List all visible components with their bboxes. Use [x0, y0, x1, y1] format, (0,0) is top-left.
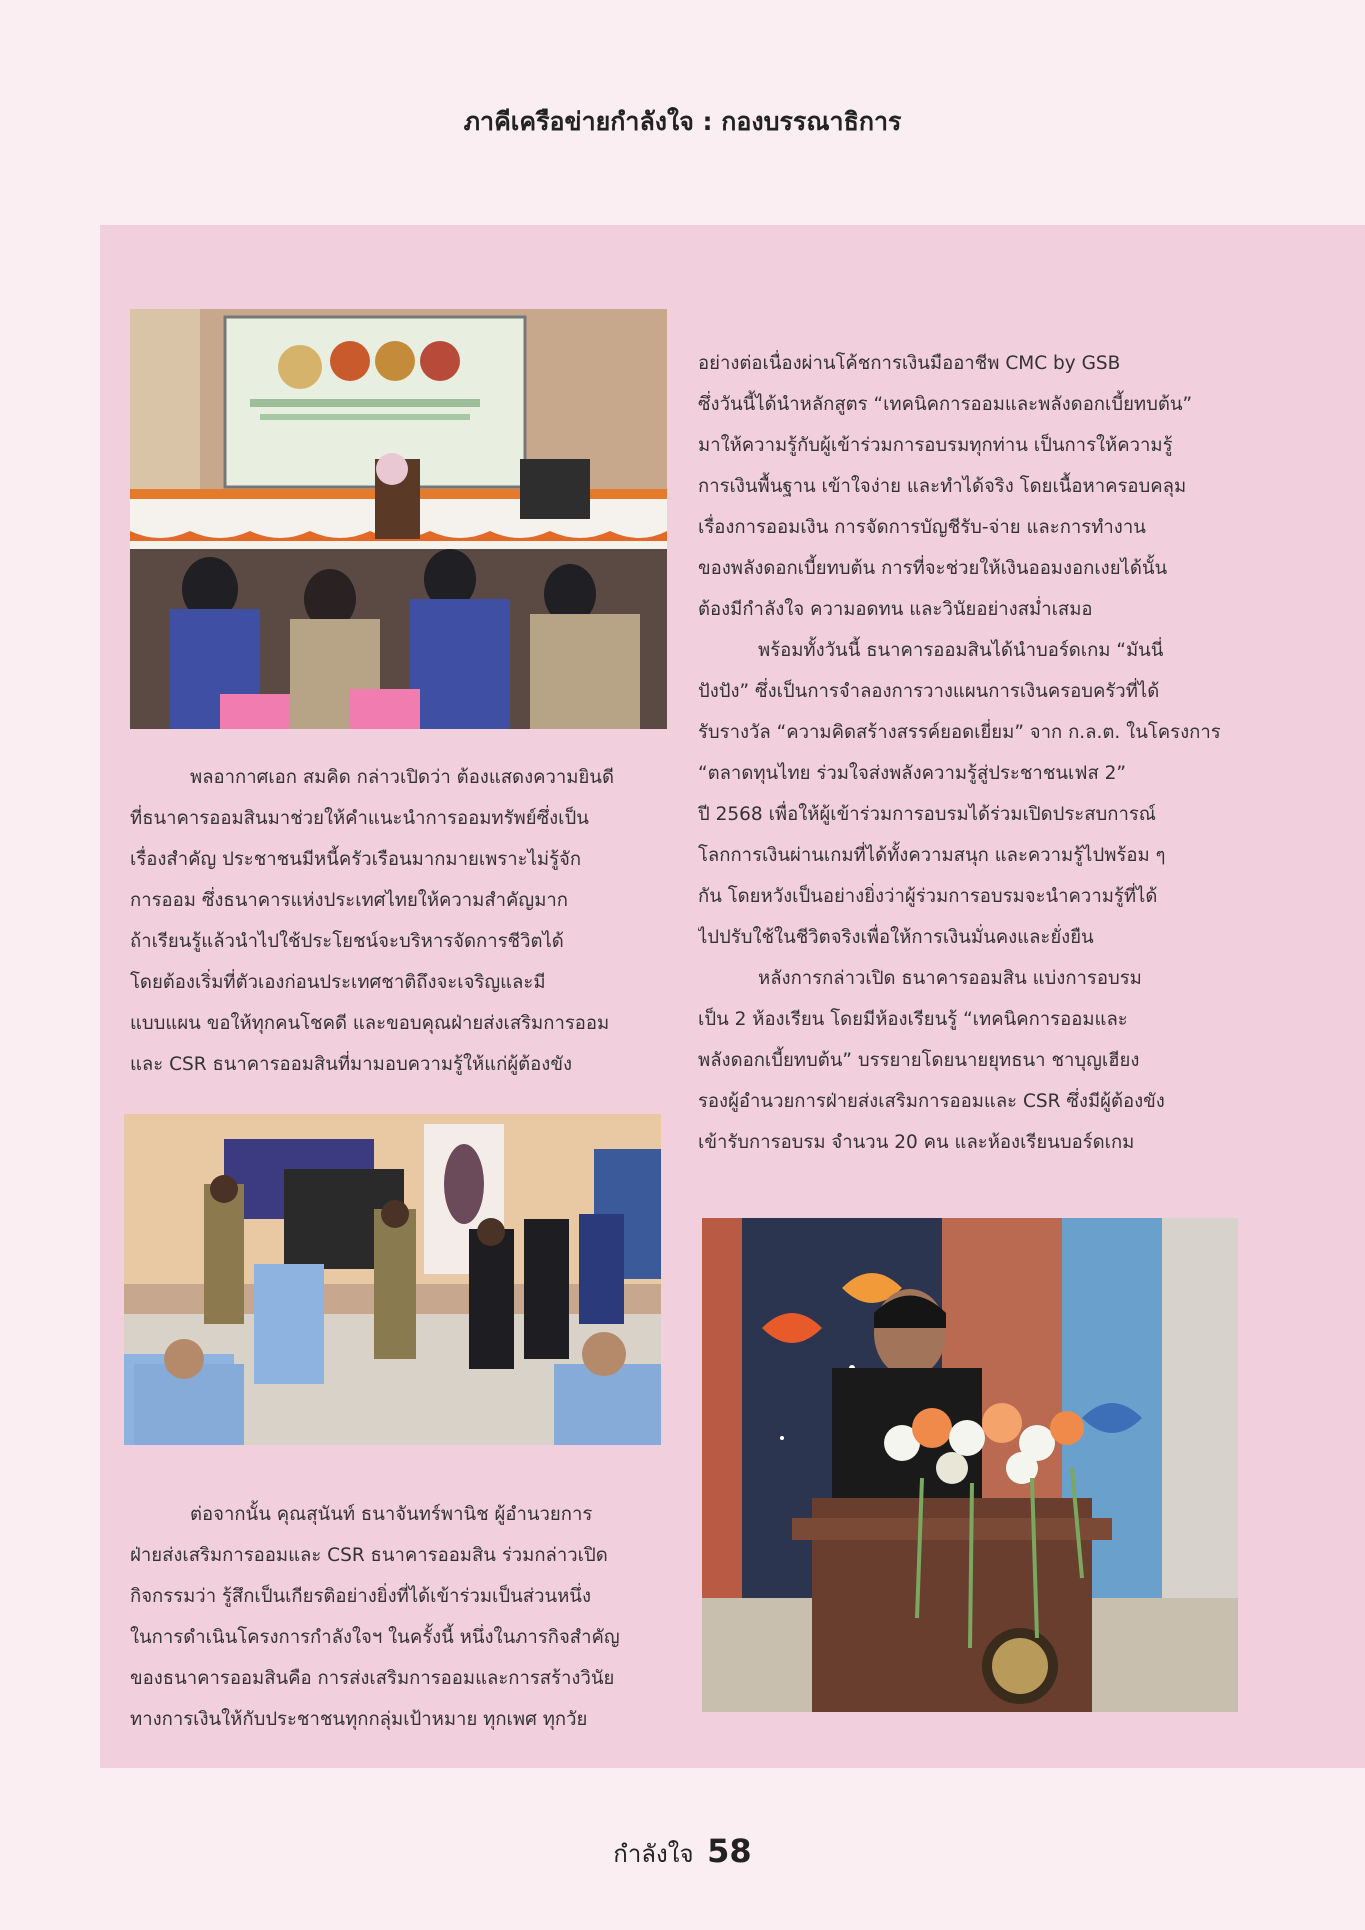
text-line: อย่างต่อเนื่องผ่านโค้ชการเงินมืออาชีพ CMC by GSB: [698, 353, 1121, 374]
text-line: ฝ่ายส่งเสริมการออมและ CSR ธนาคารออมสิน ร่วมกล่าวเปิด: [130, 1545, 608, 1566]
text-line: ต่อจากนั้น คุณสุนันท์ ธนาจันทร์พานิช ผู้อำนวยการ: [190, 1504, 593, 1525]
article-text-left-middle: [130, 757, 667, 1085]
text-line: ซึ่งวันนี้ได้นำหลักสูตร “เทคนิคการออมและพลังดอกเบี้ยทบต้น”: [698, 394, 1193, 415]
text-line: ปี 2568 เพื่อให้ผู้เข้าร่วมการอบรมได้ร่วมเปิดประสบการณ์: [698, 804, 1156, 825]
text-line: เรื่องสำคัญ ประชาชนมีหนี้ครัวเรือนมากมายเพราะไม่รู้จัก: [130, 849, 582, 870]
text-line: พลังดอกเบี้ยทบต้น” บรรยายโดยนายยุทธนา ชาบุญเฮียง: [698, 1050, 1140, 1071]
text-line: รับรางวัล “ความคิดสร้างสรรค์ยอดเยี่ยม” จาก ก.ล.ต. ในโครงการ: [698, 722, 1221, 743]
text-line: ต้องมีกำลังใจ ความอดทน และวินัยอย่างสม่ำเสมอ: [698, 599, 1093, 620]
photo-speaker-podium: [702, 1218, 1238, 1712]
text-line: กิจกรรมว่า รู้สึกเป็นเกียรติอย่างยิ่งที่ได้เข้าร่วมเป็นส่วนหนึ่ง: [130, 1586, 591, 1607]
text-line: โลกการเงินผ่านเกมที่ได้ทั้งความสนุก และความรู้ไปพร้อม ๆ: [698, 845, 1166, 866]
text-line: การออม ซึ่งธนาคารแห่งประเทศไทยให้ความสำคัญมาก: [130, 890, 568, 911]
article-text-right-column: [698, 343, 1235, 1163]
text-line: ไปปรับใช้ในชีวิตจริงเพื่อให้การเงินมั่นคงและยั่งยืน: [698, 927, 1094, 948]
text-line: และ CSR ธนาคารออมสินที่มามอบความรู้ให้แก่ผู้ต้องขัง: [130, 1054, 572, 1075]
text-line: เป็น 2 ห้องเรียน โดยมีห้องเรียนรู้ “เทคนิคการออมและ: [698, 1009, 1128, 1030]
text-line: ถ้าเรียนรู้แล้วนำไปใช้ประโยชน์จะบริหารจัดการชีวิตได้: [130, 931, 564, 952]
text-line: กัน โดยหวังเป็นอย่างยิ่งว่าผู้ร่วมการอบรมจะนำความรู้ที่ได้: [698, 886, 1158, 907]
text-line: แบบแผน ขอให้ทุกคนโชคดี และขอบคุณฝ่ายส่งเสริมการออม: [130, 1013, 610, 1034]
page-header: ภาคีเครือข่ายกำลังใจ : กองบรรณาธิการ: [463, 107, 902, 136]
text-line: ปังปัง” ซึ่งเป็นการจำลองการวางแผนการเงินครอบครัวที่ได้: [698, 681, 1160, 702]
footer-label: กำลังใจ: [613, 1840, 694, 1868]
text-line: รองผู้อำนวยการฝ่ายส่งเสริมการออมและ CSR ซึ่งมีผู้ต้องขัง: [698, 1091, 1165, 1112]
text-line: หลังการกล่าวเปิด ธนาคารออมสิน แบ่งการอบรม: [758, 968, 1142, 989]
text-line: ของธนาคารออมสินคือ การส่งเสริมการออมและการสร้างวินัย: [130, 1668, 615, 1689]
text-line: พร้อมทั้งวันนี้ ธนาคารออมสินได้นำบอร์ดเกม “มันนี่: [758, 640, 1164, 661]
text-line: พลอากาศเอก สมคิด กล่าวเปิดว่า ต้องแสดงความยินดี: [190, 767, 614, 788]
text-line: โดยต้องเริ่มที่ตัวเองก่อนประเทศชาติถึงจะเจริญและมี: [130, 972, 546, 993]
text-line: มาให้ความรู้กับผู้เข้าร่วมการอบรมทุกท่าน เป็นการให้ความรู้: [698, 435, 1173, 456]
photo-classroom-officials: [124, 1114, 661, 1445]
article-text-left-bottom: [130, 1494, 667, 1740]
text-line: เรื่องการออมเงิน การจัดการบัญชีรับ-จ่าย และการทำงาน: [698, 517, 1146, 538]
page-footer: [0, 1832, 1365, 1873]
text-line: การเงินพื้นฐาน เข้าใจง่าย และทำได้จริง โดยเนื้อหาครอบคลุม: [698, 476, 1187, 497]
text-line: “ตลาดทุนไทย ร่วมใจส่งพลังความรู้สู่ประชาชนเฟส 2”: [698, 763, 1126, 784]
page-number: 58: [707, 1832, 752, 1870]
photo-seminar-hall: [130, 309, 667, 729]
text-line: เข้ารับการอบรม จำนวน 20 คน และห้องเรียนบอร์ดเกม: [698, 1132, 1135, 1153]
text-line: ที่ธนาคารออมสินมาช่วยให้คำแนะนำการออมทรัพย์ซึ่งเป็น: [130, 808, 589, 829]
text-line: ของพลังดอกเบี้ยทบต้น การที่จะช่วยให้เงินออมงอกเงยได้นั้น: [698, 558, 1168, 579]
text-line: ทางการเงินให้กับประชาชนทุกกลุ่มเป้าหมาย ทุกเพศ ทุกวัย: [130, 1709, 588, 1730]
text-line: ในการดำเนินโครงการกำลังใจฯ ในครั้งนี้ หนึ่งในภารกิจสำคัญ: [130, 1627, 620, 1648]
